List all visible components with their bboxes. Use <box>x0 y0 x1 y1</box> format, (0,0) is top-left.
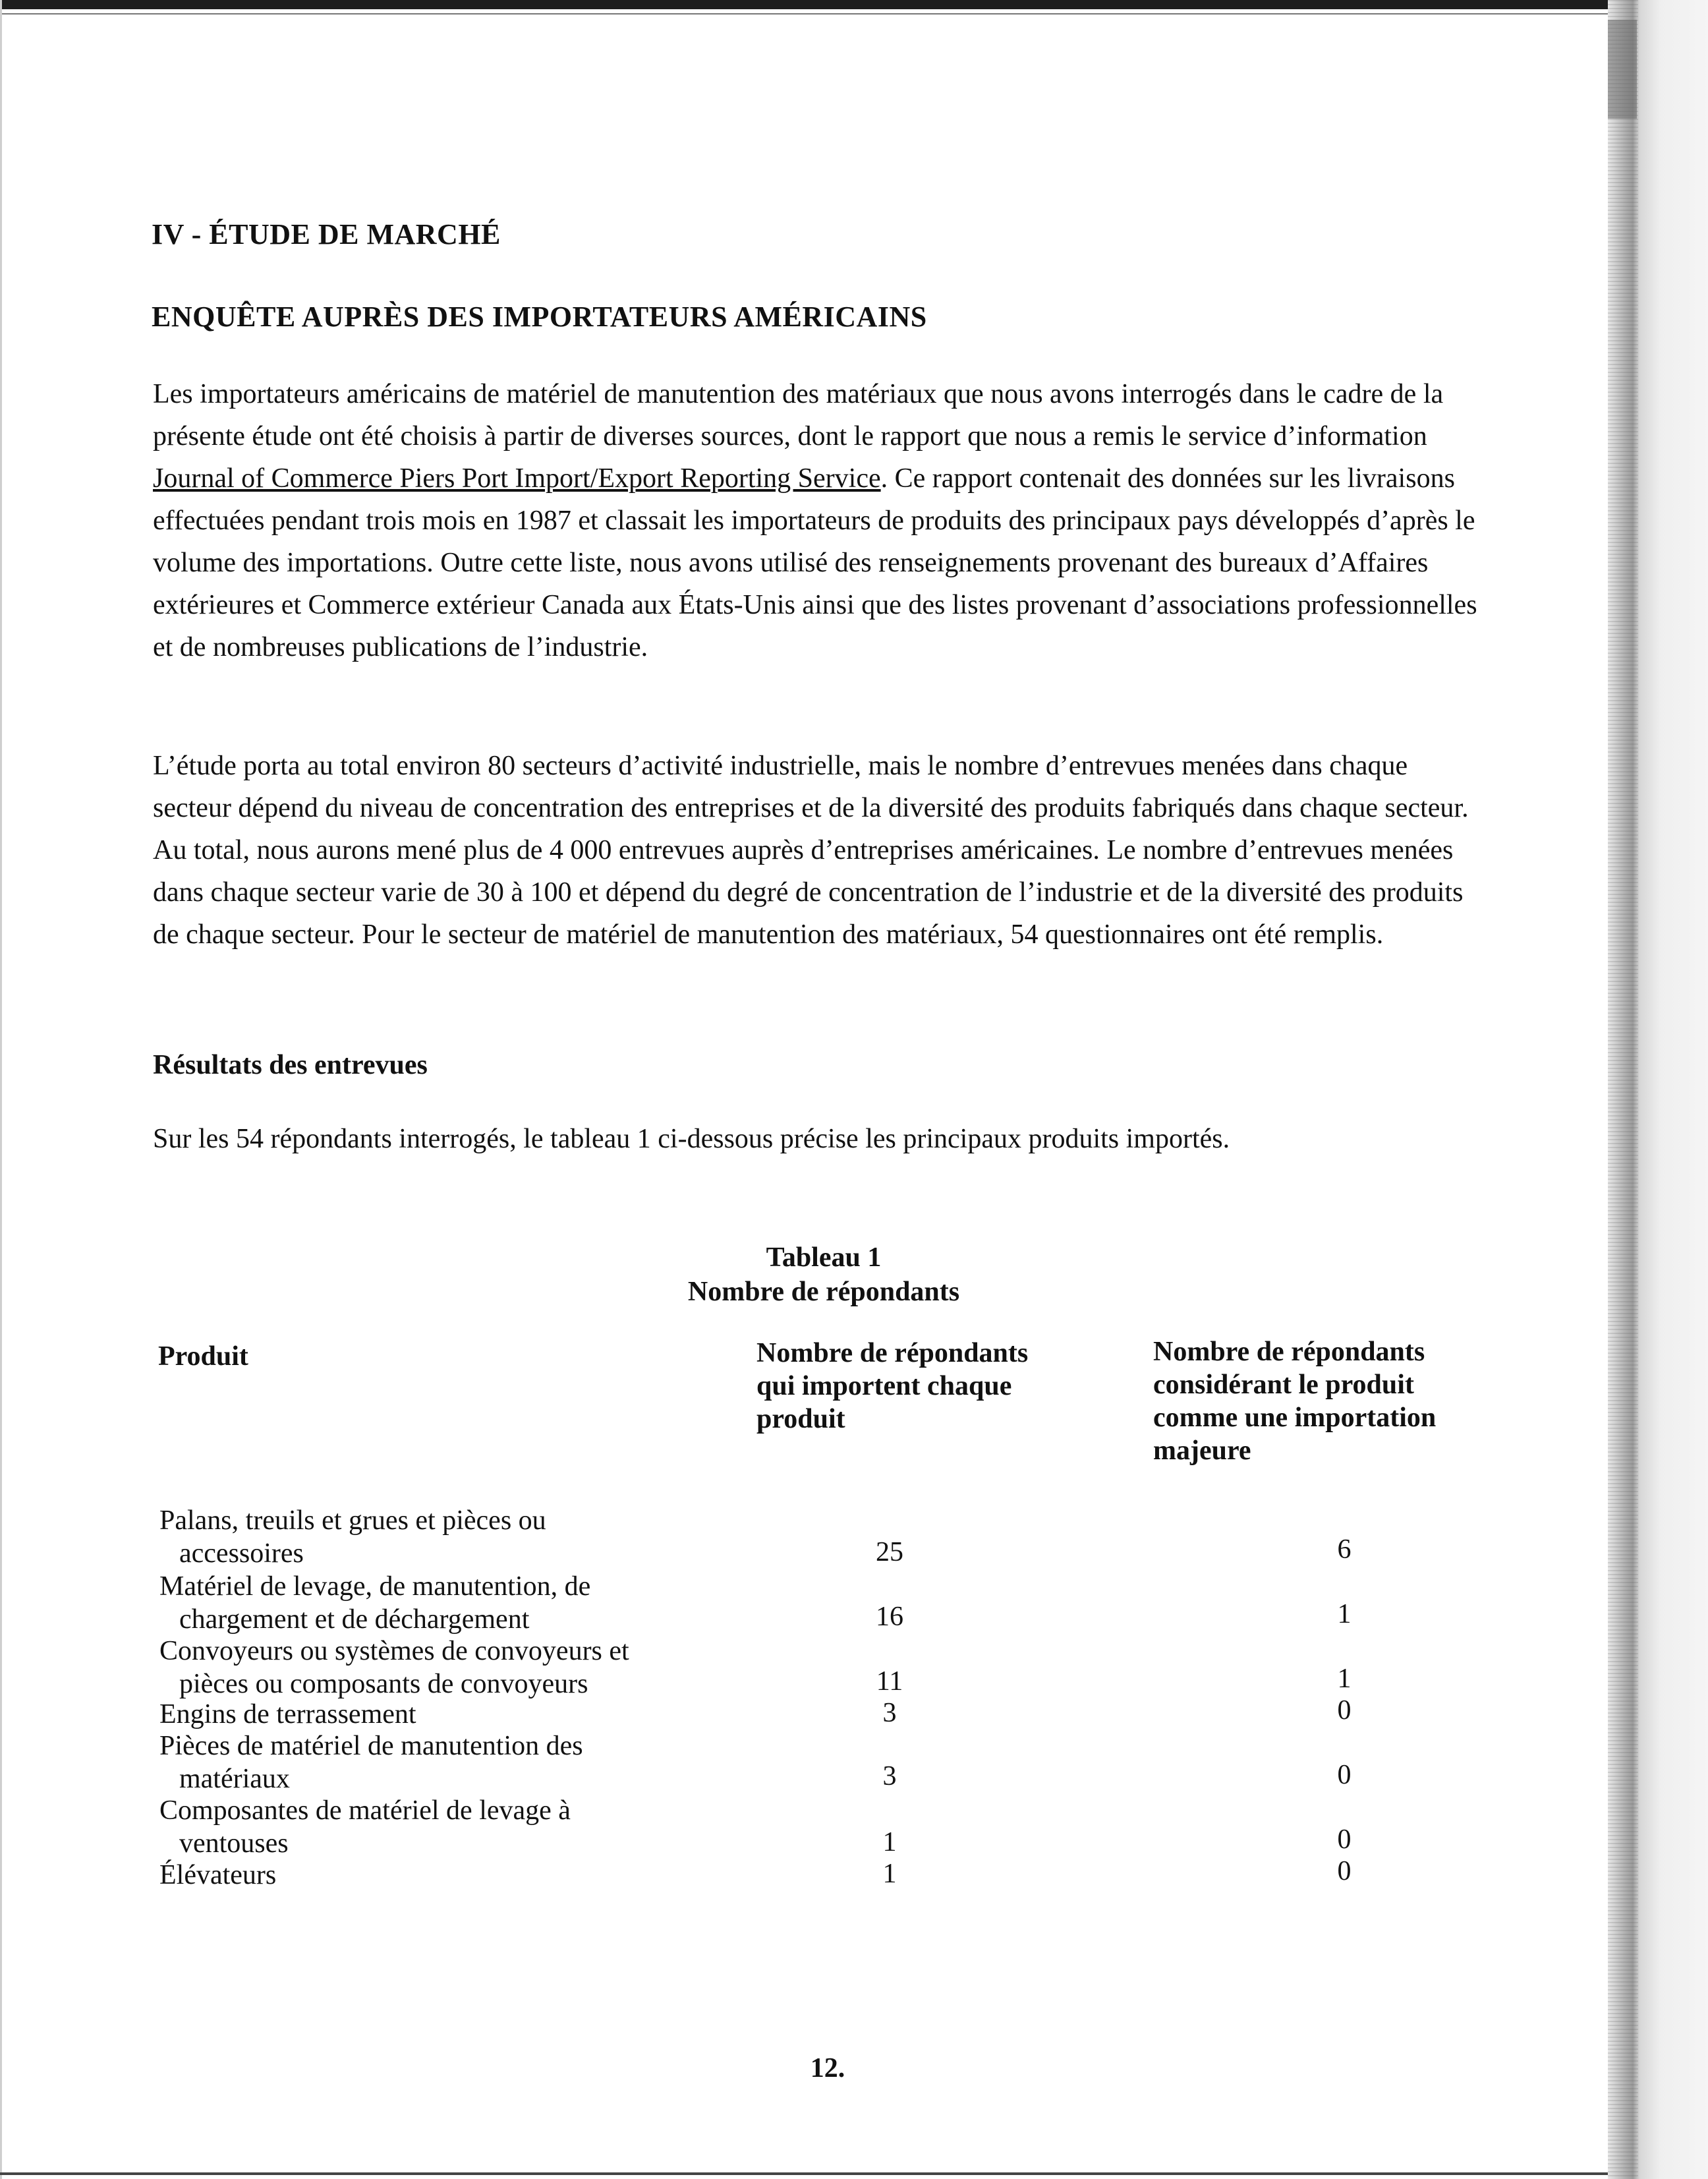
table-cell-importers: 11 <box>876 1666 903 1697</box>
scan-left-edge <box>0 0 2 2179</box>
scan-bottom-border <box>0 2172 1608 2175</box>
subsection-title: ENQUÊTE AUPRÈS DES IMPORTATEURS AMÉRICAINS <box>152 301 927 333</box>
table-cell-importers: 1 <box>882 1859 897 1889</box>
page-number: 12. <box>810 2053 845 2083</box>
scan-top-border <box>0 0 1608 9</box>
table-cell-importers: 16 <box>876 1602 903 1632</box>
paragraph-sources-end: . Ce rapport contenait des données sur les livraisons effectuées pendant trois mois en 1987 et classait les importateurs de produits des principaux pays développés d’après le volume des importations. Outre cette liste, nous avons utilisé des renseignements provenant des bureaux d’Affaires extérieures et Commerce extérieur Canada aux États-Unis ainsi que des listes provenant d’associations professionnelles et de nombreuses publications de l’industrie. <box>153 463 1477 662</box>
table-caption-subtitle: Nombre de répondants <box>687 1277 960 1307</box>
results-heading: Résultats des entrevues <box>153 1050 428 1080</box>
table-cell-major: 0 <box>1337 1856 1352 1886</box>
scan-top-border-thin <box>0 13 1608 15</box>
paragraph-results-intro: Sur les 54 répondants interrogés, le tableau 1 ci-dessous précise les principaux produits importés. <box>153 1124 1230 1154</box>
table-cell-major: 1 <box>1337 1599 1352 1629</box>
section-title: IV - ÉTUDE DE MARCHÉ <box>152 218 501 250</box>
paragraph-sources <box>153 373 1491 668</box>
table-caption-title: Tableau 1 <box>766 1242 882 1273</box>
table-cell-importers: 25 <box>876 1537 903 1567</box>
table-row-product: Palans, treuils et grues et pièces ou accessoires <box>159 1505 546 1569</box>
table-header-product: Produit <box>158 1341 248 1372</box>
table-cell-major: 0 <box>1337 1760 1352 1790</box>
scan-binding-shadow <box>1608 20 1637 119</box>
paragraph-sources-start: Les importateurs américains de matériel de manutention des matériaux que nous avons interrogés dans le cadre de la présente étude ont été choisis à partir de diverses sources, dont le rapport que nous a remis le service d’information <box>153 379 1444 451</box>
table-row-product: Convoyeurs ou systèmes de convoyeurs et pièces ou composants de convoyeurs <box>159 1636 629 1699</box>
table-row-product: Pièces de matériel de manutention des matériaux <box>159 1731 583 1794</box>
scan-binding-strip <box>1608 0 1708 2179</box>
table-row-product: Matériel de levage, de manutention, de chargement et de déchargement <box>159 1571 591 1635</box>
table-cell-major: 1 <box>1337 1664 1352 1694</box>
table-cell-major: 6 <box>1337 1534 1352 1565</box>
table-row-product: Élévateurs <box>159 1860 277 1890</box>
table-cell-major: 0 <box>1337 1824 1352 1855</box>
table-header-importers: Nombre de répondants qui importent chaque produit <box>756 1338 1029 1434</box>
table-row-product: Engins de terrassement <box>159 1699 416 1729</box>
table-header-major: Nombre de répondants considérant le produit comme une importation majeure <box>1153 1337 1437 1466</box>
table-cell-major: 0 <box>1337 1695 1352 1726</box>
table-cell-importers: 3 <box>882 1698 897 1728</box>
paragraph-methodology: L’étude porta au total environ 80 secteurs d’activité industrielle, mais le nombre d’entrevues menées dans chaque secteur dépend du niveau de concentration des entreprises et de la diversité des produits fabriqués dans chaque secteur. Au total, nous aurons mené plus de 4 000 entrevues auprès d’entreprises américaines. Le nombre d’entrevues menées dans chaque secteur varie de 30 à 100 et dépend du degré de concentration de l’industrie et de la diversité des produits de chaque secteur. Pour le secteur de matériel de manutention des matériaux, 54 questionnaires ont été remplis. <box>153 751 1469 950</box>
report-title-link: Journal of Commerce Piers Port Import/Export Reporting Service <box>153 463 881 494</box>
table-row-product: Composantes de matériel de levage à ventouses <box>159 1795 571 1859</box>
table-cell-importers: 3 <box>882 1761 897 1791</box>
table-cell-importers: 1 <box>882 1827 897 1857</box>
